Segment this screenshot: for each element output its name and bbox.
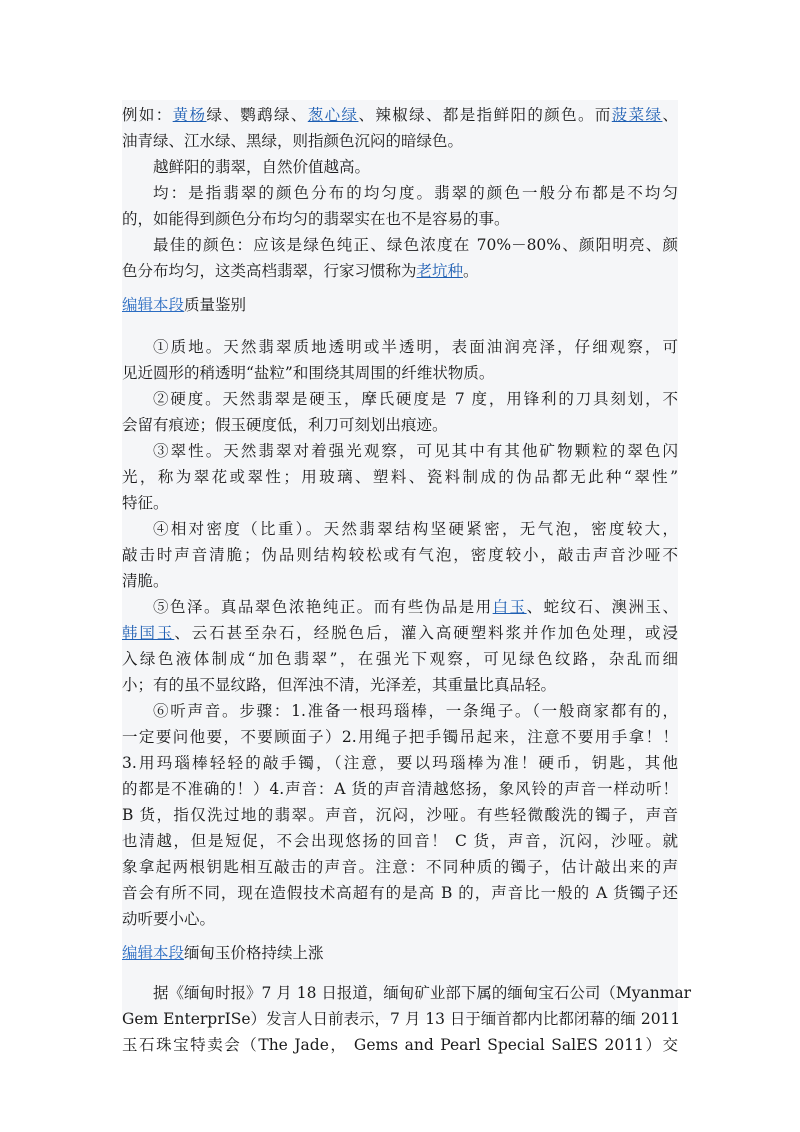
link-huangyang[interactable]: 黄杨 — [172, 106, 207, 124]
document-body — [122, 100, 692, 1054]
edit-section-link[interactable]: 编辑本段 — [122, 944, 185, 962]
q6-line7: 象拿起两根钥匙相互敲击的声音。注意：不同种质的镯子，估计敲出来的声 — [122, 858, 678, 876]
q5-line2 — [122, 620, 678, 646]
q6-line1: ⑥听声音。步骤：1.准备一根玛瑙棒，一条绳子。（一般商家都有的， — [153, 702, 678, 720]
q6-line3: 3.用玛瑙棒轻轻的敲手镯，（注意，要以玛瑙棒为准！硬币，钥匙，其他 — [122, 754, 678, 772]
text: 、云石甚至杂石，经脱色后，灌入高硬塑料浆并作加色处理，或浸 — [174, 624, 678, 642]
q4-line2: 敲击时声音清脆；伪品则结构较松或有气泡，密度较小，敲击声音沙哑不 — [122, 546, 678, 564]
text: 。 — [463, 262, 479, 280]
edit-section-link[interactable]: 编辑本段 — [122, 296, 185, 314]
p4-line1: 最佳的颜色：应该是绿色纯正、绿色浓度在 70%－80%、颜阳明亮、颜 — [153, 236, 678, 254]
p2-line1: 越鲜阳的翡翠，自然价值越高。 — [153, 158, 371, 176]
text: 绿、鹦鹉绿、 — [206, 106, 308, 124]
section-title: 缅甸玉价格持续上涨 — [184, 944, 324, 962]
q5-line4: 小；有的虽不显纹路，但浑浊不清，光泽差，其重量比真品轻。 — [122, 676, 557, 694]
link-baiyu[interactable]: 白玉 — [492, 598, 527, 616]
q3-line2: 光，称为翠花或翠性；用玻璃、塑料、瓷料制成的伪品都无此种“翠性” — [122, 468, 678, 486]
link-bocailv[interactable]: 菠菜绿 — [611, 106, 663, 124]
q6-line5: B 货，指仅洗过地的翡翠。声音，沉闷，沙哑。有些轻微酸洗的镯子，声音 — [122, 806, 678, 824]
p3-line2: 的，如能得到颜色分布均匀的翡翠实在也不是容易的事。 — [122, 210, 510, 228]
q6-line4: 的都是不准确的！）4.声音：A 货的声音清越悠扬，象风铃的声音一样动听！ — [122, 780, 678, 798]
link-hanguoyu[interactable]: 韩国玉 — [122, 624, 175, 642]
p3-line1: 均：是指翡翠的颜色分布的均匀度。翡翠的颜色一般分布都是不均匀 — [153, 184, 678, 202]
q3-line3: 特征。 — [122, 494, 169, 512]
section-title: 质量鉴别 — [184, 296, 247, 314]
q6-line9: 动听要小心。 — [122, 910, 216, 928]
text: 、辣椒绿、都是指鲜阳的颜色。而 — [358, 106, 612, 124]
q6-line2: 一定要问他要，不要顾面子）2.用绳子把手镯吊起来，注意不要用手拿！！ — [122, 728, 678, 746]
q1-line2: 见近圆形的稍透明“盐粒”和围绕其周围的纤维状物质。 — [122, 364, 495, 382]
news-line2: Gem EnterprISe）发言人日前表示，7 月 13 日于缅首都内比都闭幕的缅 2011 — [122, 1010, 681, 1028]
section-heading-quality — [122, 292, 678, 318]
q6-line8: 音会有所不同，现在造假技术高超有的是高 B 的，声音比一般的 A 货镯子还 — [122, 884, 678, 902]
text: 例如： — [122, 106, 173, 124]
p1-line1 — [122, 102, 678, 128]
text: 色分布均匀，这类高档翡翠，行家习惯称为 — [122, 262, 417, 280]
section-heading-price — [122, 940, 678, 966]
q4-line1: ④相对密度（比重）。天然翡翠结构坚硬紧密，无气泡，密度较大， — [153, 520, 678, 538]
p1-line2: 油青绿、江水绿、黑绿，则指颜色沉闷的暗绿色。 — [122, 132, 464, 150]
text: ⑤色泽。真品翠色浓艳纯正。而有些伪品是用 — [153, 598, 493, 616]
q5-line1 — [122, 594, 678, 620]
q4-line3: 清脆。 — [122, 572, 169, 590]
q2-line2: 会留有痕迹；假玉硬度低，利刀可刻划出痕迹。 — [122, 416, 448, 434]
news-line3: 玉石珠宝特卖会（The Jade， Gems and Pearl Special SalES 2011）交 — [122, 1036, 678, 1054]
news-line1: 据《缅甸时报》7 月 18 日报道，缅甸矿业部下属的缅甸宝石公司（Myanmar — [153, 984, 692, 1002]
link-congxinlv[interactable]: 葱心绿 — [307, 106, 359, 124]
p4-line2 — [122, 258, 678, 284]
link-laokengzhong[interactable]: 老坑种 — [416, 262, 464, 280]
q3-line1: ③翠性。天然翡翠对着强光观察，可见其中有其他矿物颗粒的翠色闪 — [153, 442, 678, 460]
q1-line1: ①质地。天然翡翠质地透明或半透明，表面油润亮泽，仔细观察，可 — [153, 338, 678, 356]
text: 、蛇纹石、澳洲玉、 — [526, 598, 678, 616]
q2-line1: ②硬度。天然翡翠是硬玉，摩氏硬度是 7 度，用锋利的刀具刻划，不 — [153, 390, 678, 408]
q6-line6: 也清越，但是短促，不会出现悠扬的回音！ C 货，声音，沉闷，沙哑。就 — [122, 832, 678, 850]
q5-line3: 入绿色液体制成“加色翡翠”，在强光下观察，可见绿色纹路，杂乱而细 — [122, 650, 678, 668]
text: 、 — [662, 106, 678, 124]
